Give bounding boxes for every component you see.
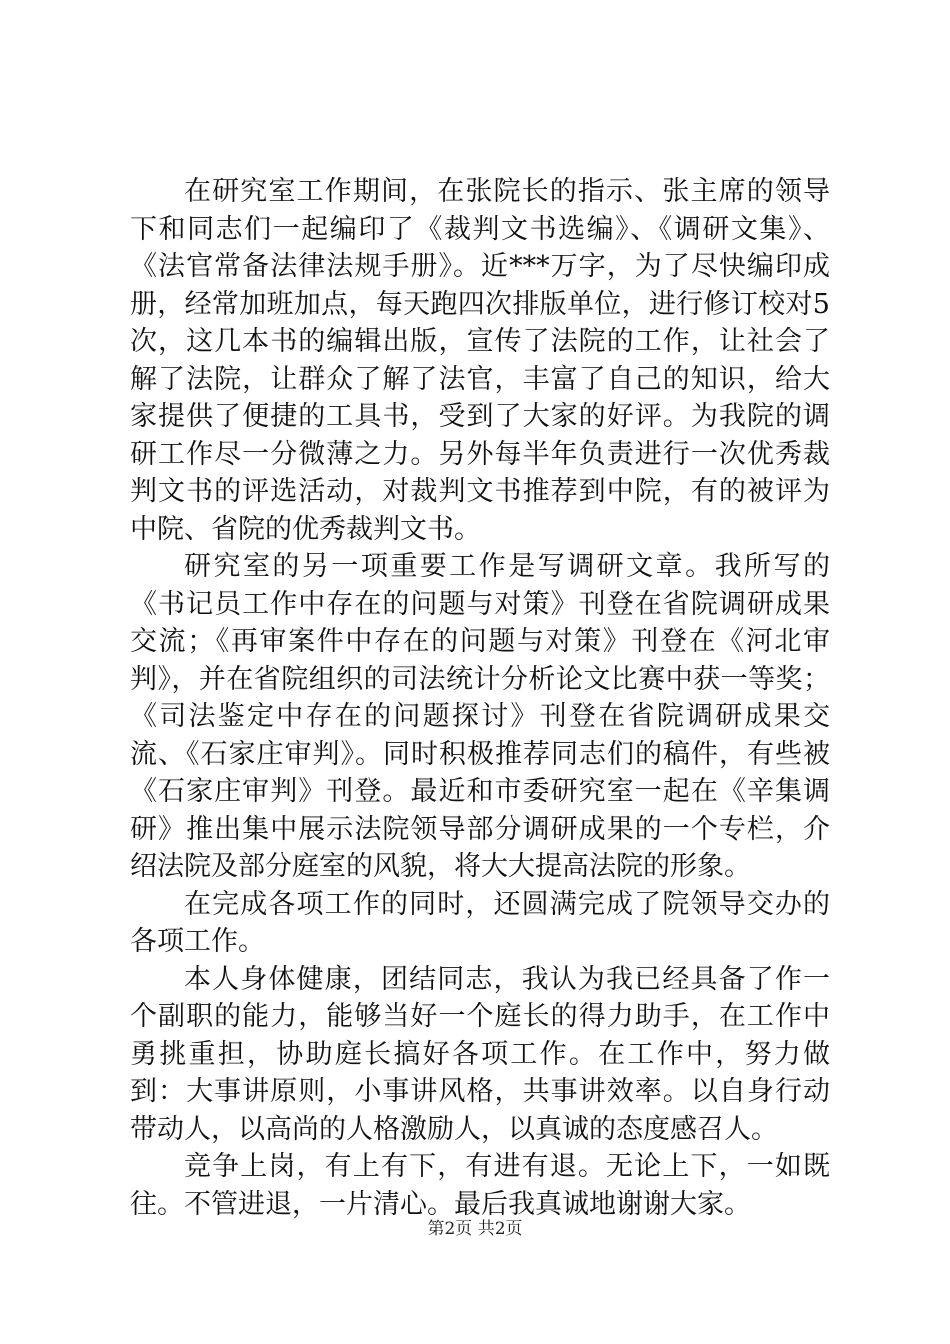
paragraph-2: 研究室的另一项重要工作是写调研文章。我所写的《书记员工作中存在的问题与对策》刊登在省院调研成果交流；《再审案件中存在的问题与对策》刊登在《河北审判》，并在省院组织的司法统计分析论文比赛中获一等奖；《司法鉴定中存在的问题探讨》刊登在省院调研成果交流、《石家庄审判》。同时积极推荐同志们的稿件，有些被《石家庄审判》刊登。最近和市委研究室一起在《辛集调研》推出集中展示法院领导部分调研成果的一个专栏，介绍法院及部分庭室的风貌，将大大提高法院的形象。 [130,551,830,882]
paragraph-3: 在完成各项工作的同时，还圆满完成了院领导交办的各项工作。 [130,888,830,957]
paragraph-4: 本人身体健康，团结同志，我认为我已经具备了作一个副职的能力，能够当好一个庭长的得力助手，在工作中勇挑重担，协助庭长搞好各项工作。在工作中，努力做到：大事讲原则，小事讲风格，共事讲效率。以自身行动带动人，以高尚的人格激励人，以真诚的态度感召人。 [130,963,830,1145]
page-number-footer: 第2页 共2页 [427,1219,523,1239]
document-body [130,173,830,1223]
paragraph-5: 竞争上岗，有上有下，有进有退。无论上下，一如既往。不管进退，一片清心。最后我真诚地谢谢大家。 [130,1151,830,1220]
paragraph-1: 在研究室工作期间，在张院长的指示、张主席的领导下和同志们一起编印了《裁判文书选编》、《调研文集》、《法官常备法律法规手册》。近***万字，为了尽快编印成册，经常加班加点，每天跑四次排版单位，进行修订校对5次，这几本书的编辑出版，宣传了法院的工作，让社会了解了法院，让群众了解了法官，丰富了自己的知识，给大家提供了便捷的工具书，受到了大家的好评。为我院的调研工作尽一分微薄之力。另外每半年负责进行一次优秀裁判文书的评选活动，对裁判文书推荐到中院，有的被评为中院、省院的优秀裁判文书。 [130,176,830,545]
